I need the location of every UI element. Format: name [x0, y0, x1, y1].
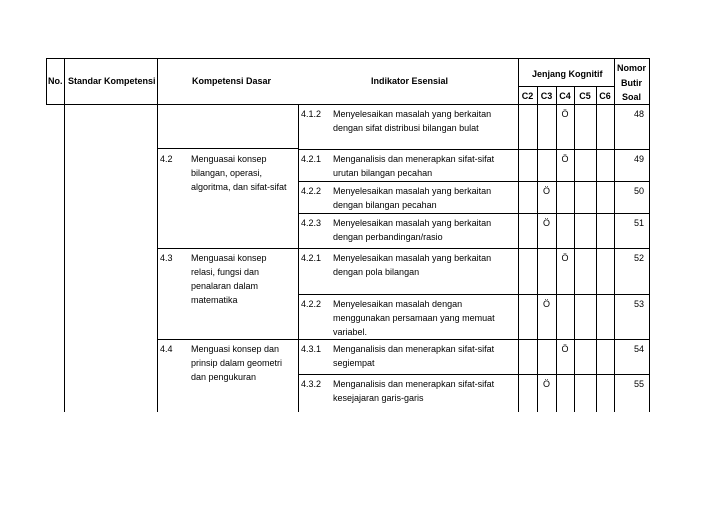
header-soal: Soal: [621, 92, 641, 102]
grid-line: [298, 294, 650, 295]
grid-line: [46, 58, 650, 59]
indicator-code: 4.2.3: [301, 218, 322, 228]
header-standar-kompetensi: Standar Kompetensi: [68, 76, 156, 86]
grid-line: [649, 58, 650, 412]
cognitive-mark: Ö: [561, 253, 569, 263]
grid-line: [537, 86, 538, 412]
header-c2: C2: [521, 91, 534, 101]
soal-number: 53: [633, 299, 644, 309]
indicator-text: Menyelesaikan masalah yang berkaitan dengan perbandingan/rasio: [333, 218, 492, 242]
indicator-text: Menyelesaikan masalah dengan menggunakan persamaan yang memuat variabel.: [333, 299, 495, 337]
kd-number: 4.3: [160, 253, 173, 263]
indicator-code: 4.2.1: [301, 253, 322, 263]
header-no: No.: [48, 76, 63, 86]
grid-line: [518, 58, 519, 412]
cognitive-mark: Ö: [561, 344, 569, 354]
indicator-text: Menganalisis dan menerapkan sifat-sifat kesejajaran garis-garis: [333, 379, 495, 403]
indicator-code: 4.3.2: [301, 379, 322, 389]
grid-line: [518, 86, 614, 87]
header-nomor: Nomor: [617, 63, 646, 73]
indicator-code: 4.3.1: [301, 344, 322, 354]
header-butir: Butir: [621, 78, 642, 88]
header-c6: C6: [599, 91, 611, 101]
soal-number: 49: [633, 154, 644, 164]
soal-number: 52: [633, 253, 644, 263]
header-jenjang-kognitif: Jenjang Kognitif: [532, 69, 603, 79]
grid-line: [614, 58, 615, 412]
soal-number: 50: [633, 186, 644, 196]
indicator-code: 4.2.2: [301, 299, 322, 309]
grid-line: [46, 58, 47, 104]
kd-text: Menguasai konsep relasi, fungsi dan penalaran dalam matematika: [191, 253, 267, 305]
soal-number: 51: [633, 218, 644, 228]
kd-text: Menguasi konsep dan prinsip dalam geometri dan pengukuran: [191, 344, 283, 382]
grid-line: [157, 58, 158, 412]
grid-line: [157, 339, 650, 340]
header-c3: C3: [540, 91, 553, 101]
grid-line: [298, 149, 650, 150]
kd-number: 4.2: [160, 154, 173, 164]
indicator-text: Menyelesaikan masalah yang berkaitan dengan bilangan pecahan: [333, 186, 492, 210]
grid-line: [596, 86, 597, 412]
cognitive-mark: Ö: [542, 379, 550, 389]
soal-number: 48: [633, 109, 644, 119]
indicator-text: Menyelesaikan masalah yang berkaitan dengan pola bilangan: [333, 253, 492, 277]
cognitive-mark: Ö: [542, 186, 550, 196]
indicator-code: 4.1.2: [301, 109, 322, 119]
indicator-text: Menganalisis dan menerapkan sifat-sifat segiempat: [333, 344, 495, 368]
grid-line: [556, 86, 557, 412]
header-c4: C4: [559, 91, 571, 101]
cognitive-mark: Ö: [561, 109, 569, 119]
indicator-code: 4.2.1: [301, 154, 322, 164]
grid-line: [298, 374, 650, 375]
cognitive-mark: Ö: [542, 299, 550, 309]
grid-line: [157, 248, 650, 249]
cognitive-mark: Ö: [542, 218, 550, 228]
indicator-code: 4.2.2: [301, 186, 322, 196]
grid-line: [157, 148, 298, 149]
header-c5: C5: [579, 91, 591, 101]
header-indikator-esensial: Indikator Esensial: [371, 76, 449, 86]
soal-number: 55: [633, 379, 644, 389]
indicator-text: Menganalisis dan menerapkan sifat-sifat urutan bilangan pecahan: [333, 154, 495, 178]
cognitive-mark: Ö: [561, 154, 569, 164]
grid-line: [298, 104, 299, 412]
grid-line: [64, 58, 65, 412]
grid-line: [574, 86, 575, 412]
kd-number: 4.4: [160, 344, 173, 354]
grid-line: [298, 181, 650, 182]
grid-line: [46, 104, 650, 105]
grid-line: [298, 213, 650, 214]
soal-number: 54: [633, 344, 644, 354]
header-kompetensi-dasar: Kompetensi Dasar: [192, 76, 272, 86]
indicator-text: Menyelesaikan masalah yang berkaitan dengan sifat distribusi bilangan bulat: [333, 109, 492, 133]
kd-text: Menguasai konsep bilangan, operasi, algoritma, dan sifat-sifat: [191, 154, 287, 192]
